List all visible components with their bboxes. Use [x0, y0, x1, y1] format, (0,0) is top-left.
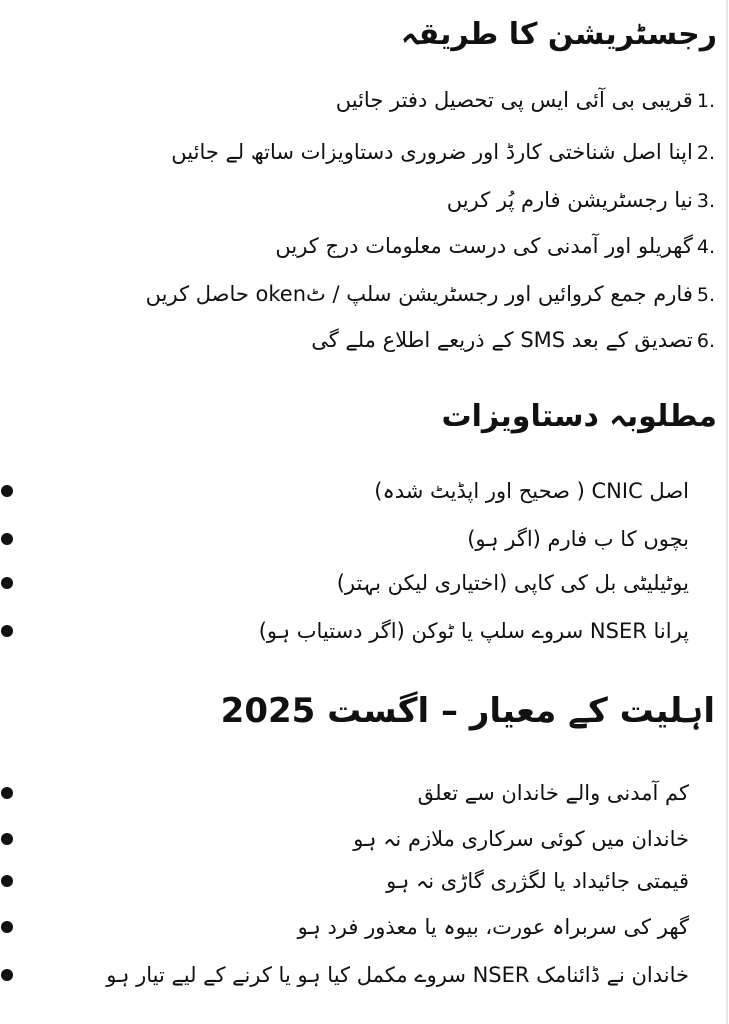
eligibility-heading [220, 691, 715, 731]
eligibility-text: خاندان میں کوئی سرکاری ملازم نہ ہو [353, 826, 689, 851]
registration-heading: رجسٹریشن کا طریقہ [400, 17, 717, 52]
step-text: تصدیق کے بعد SMS کے ذریعے اطلاع ملے گی [311, 328, 693, 352]
step-text: قریبی بی آئی ایس پی تحصیل دفتر جائیں [335, 88, 693, 112]
eligibility-year: 2025 [220, 691, 316, 731]
eligibility-text: گھر کی سربراہ عورت، بیوہ یا معذور فرد ہو [297, 914, 689, 939]
document-text: اصل CNIC ( صحیح اور اپڈیٹ شدہ) [374, 478, 689, 503]
document-item [0, 526, 729, 552]
document-text: بچوں کا ب فارم (اگر ہو) [467, 526, 689, 551]
step-text: نیا رجسٹریشن فارم پُر کریں [446, 188, 693, 212]
step-text: فارم جمع کروائیں اور رجسٹریشن سلپ / ٹoken حاصل کریں [145, 282, 693, 306]
bullet-dot-icon [1, 533, 13, 545]
bullet-dot-icon [1, 577, 13, 589]
step-number: 6. [696, 330, 715, 352]
step-number: 2. [696, 142, 715, 164]
eligibility-item [0, 868, 729, 894]
eligibility-item [0, 962, 729, 988]
bullet-dot-icon [1, 625, 13, 637]
bullet-dot-icon [1, 875, 13, 887]
bullet-dot-icon [1, 969, 13, 981]
eligibility-text: کم آمدنی والے خاندان سے تعلق [417, 780, 689, 805]
documents-heading: مطلوبہ دستاویزات [441, 399, 717, 434]
eligibility-item [0, 826, 729, 852]
step-item [336, 90, 715, 111]
eligibility-item [0, 780, 729, 806]
step-number: 5. [696, 284, 715, 306]
bullet-dot-icon [1, 921, 13, 933]
step-text: گھریلو اور آمدنی کی درست معلومات درج کریں [275, 234, 693, 258]
step-item [171, 142, 715, 163]
document-item [0, 478, 729, 504]
document-text: یوٹیلیٹی بل کی کاپی (اختیاری لیکن بہتر) [336, 570, 689, 595]
step-number: 4. [696, 236, 715, 258]
eligibility-text: خاندان نے ڈائنامک NSER سروے مکمل کیا ہو یا کرنے کے لیے تیار ہو [106, 962, 689, 987]
eligibility-item [0, 914, 729, 940]
eligibility-title: اہلیت کے معیار – اگست [327, 691, 715, 731]
step-number: 1. [696, 90, 715, 112]
step-item [447, 190, 715, 211]
document-item [0, 618, 729, 644]
document-item [0, 570, 729, 596]
step-item [311, 330, 715, 351]
bullet-dot-icon [1, 787, 13, 799]
eligibility-text: قیمتی جائیداد یا لگژری گاڑی نہ ہو [386, 868, 689, 893]
step-text: اپنا اصل شناختی کارڈ اور ضروری دستاویزات ساتھ لے جائیں [171, 140, 693, 164]
step-number: 3. [696, 190, 715, 212]
step-item [146, 284, 715, 305]
bullet-dot-icon [1, 833, 13, 845]
bullet-dot-icon [1, 485, 13, 497]
step-item [275, 236, 715, 257]
document-text: پرانا NSER سروے سلپ یا ٹوکن (اگر دستیاب ہو) [258, 618, 689, 643]
